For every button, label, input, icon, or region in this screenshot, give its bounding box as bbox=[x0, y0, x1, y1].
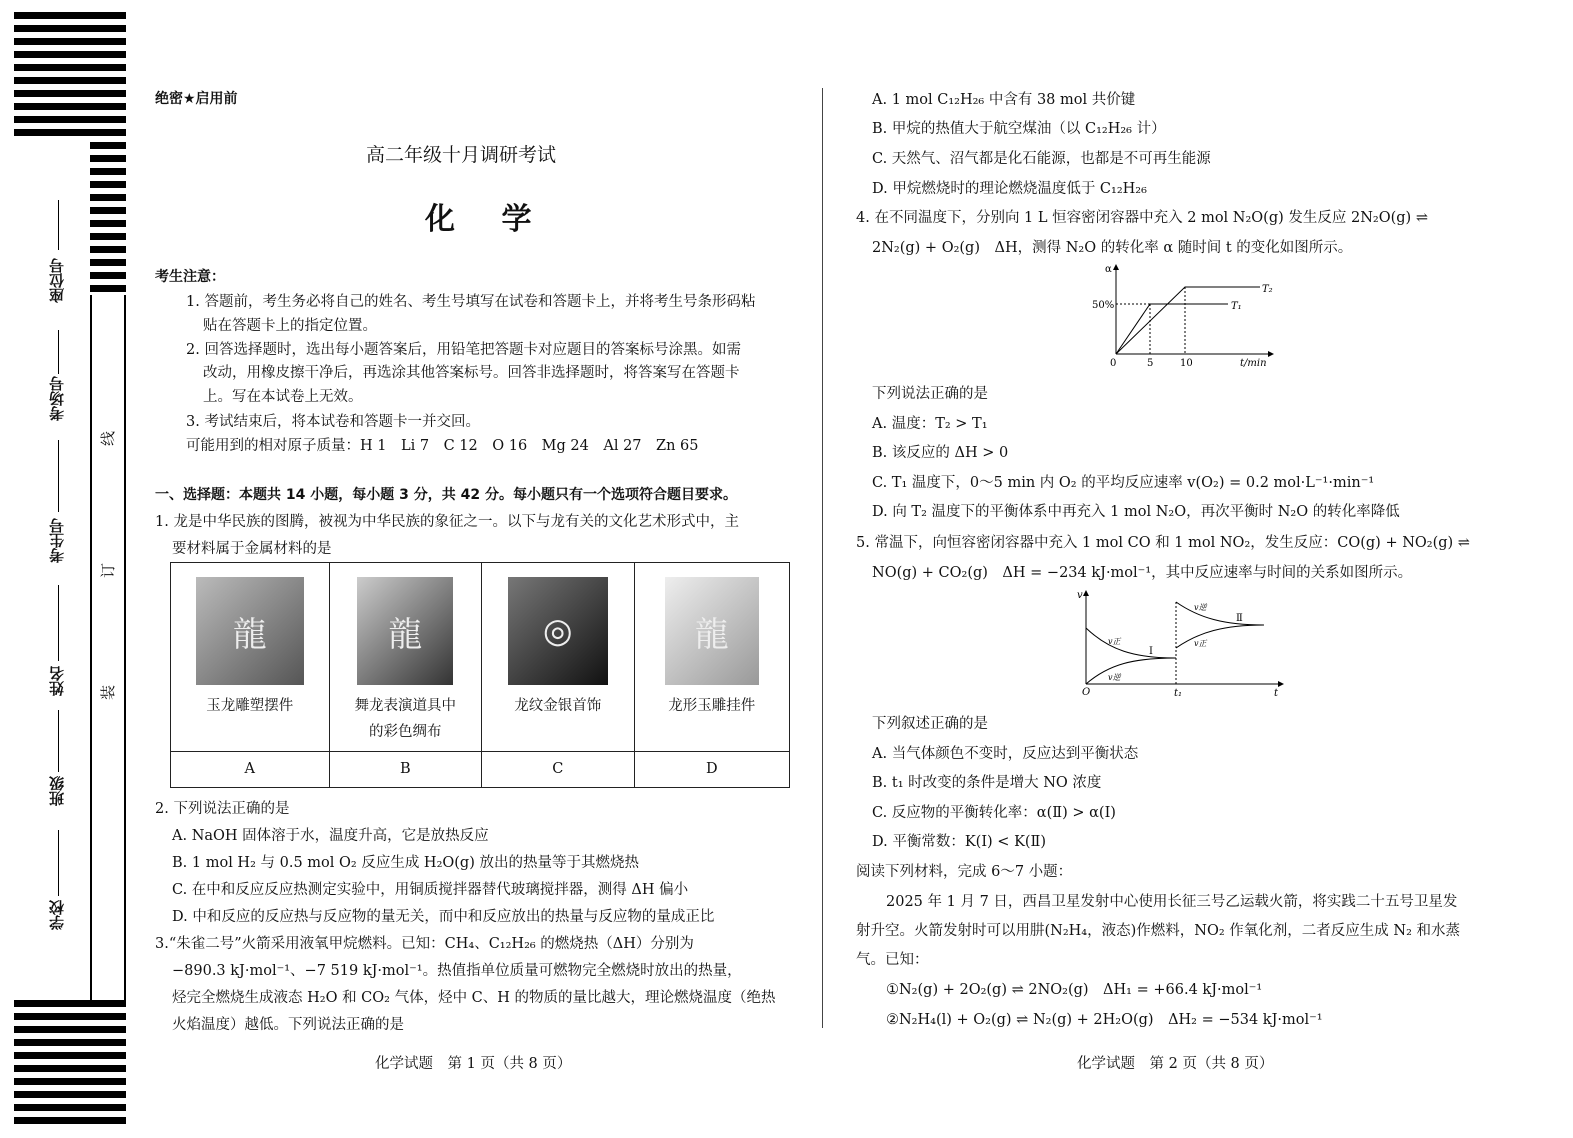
atomic-masses: 可能用到的相对原子质量：H 1 Li 7 C 12 O 16 Mg 24 Al 27 Zn 65 bbox=[186, 438, 699, 454]
q1-letter-c: C bbox=[482, 751, 635, 787]
q1-stem: 要材料属于金属材料的是 bbox=[172, 541, 332, 557]
subject-title: 化 学 bbox=[425, 202, 550, 237]
footer-page-2: 化学试题 第 2 页（共 8 页） bbox=[1077, 1056, 1274, 1072]
q2-option-a: A. NaOH 固体溶于水，温度升高，它是放热反应 bbox=[172, 828, 489, 844]
q4-y-tick: 50% bbox=[1092, 300, 1115, 311]
q4-x-arrow bbox=[1268, 351, 1274, 357]
q3-stem: 3.“朱雀二号”火箭采用液氧甲烷燃料。已知：CH₄、C₁₂H₂₆ 的燃烧热（ΔH）分别为 bbox=[155, 936, 694, 952]
q3-option-a: A. 1 mol C₁₂H₂₆ 中含有 38 mol 共价键 bbox=[872, 92, 1136, 108]
q5-v-reverse-1 bbox=[1086, 658, 1176, 684]
notice-line: 改动，用橡皮擦干净后，再选涂其他答案标号。回答非选择题时，将答案写在答题卡 bbox=[203, 365, 740, 381]
q5-label-vfwd-2: v正 bbox=[1194, 639, 1207, 648]
q3-option-d: D. 甲烷燃烧时的理论燃烧温度低于 C₁₂H₂₆ bbox=[872, 181, 1147, 197]
q5-stem: 5. 常温下，向恒容密闭容器中充入 1 mol CO 和 1 mol NO₂，发生反应：CO(g) + NO₂(g) ⇌ bbox=[856, 535, 1470, 551]
reading-paragraph: 2025 年 1 月 7 日，西昌卫星发射中心使用长征三号乙运载火箭，将实践二十五号卫星发 bbox=[886, 894, 1458, 910]
q1-caption-c: 龙纹金银首饰 bbox=[514, 698, 602, 714]
q5-option-a: A. 当气体颜色不变时，反应达到平衡状态 bbox=[872, 746, 1139, 762]
jade-dragon-image: 龍 bbox=[196, 577, 304, 685]
exam-title: 高二年级十月调研考试 bbox=[366, 144, 557, 166]
q4-curve-t1 bbox=[1116, 304, 1228, 354]
q4-option-b: B. 该反应的 ΔH > 0 bbox=[872, 445, 1009, 461]
q3-stem: 火焰温度）越低。下列说法正确的是 bbox=[172, 1017, 404, 1033]
q2-option-d: D. 中和反应的反应热与反应物的量无关，而中和反应放出的热量与反应物的量成正比 bbox=[172, 909, 715, 925]
q4-curve-t2 bbox=[1116, 287, 1260, 354]
q2-option-c: C. 在中和反应反应热测定实验中，用铜质搅拌器替代玻璃搅拌器，测得 ΔH 偏小 bbox=[172, 882, 689, 898]
q4-option-d: D. 向 T₂ 温度下的平衡体系中再充入 1 mol N₂O，再次平衡时 N₂O 的转化率降低 bbox=[872, 504, 1400, 520]
q5-t1: t₁ bbox=[1174, 688, 1183, 699]
q5-y-arrow bbox=[1083, 590, 1089, 596]
q4-option-c: C. T₁ 温度下，0～5 min 内 O₂ 的平均反应速率 v(O₂) = 0.2 mol·L⁻¹·min⁻¹ bbox=[872, 475, 1375, 491]
q4-y-arrow bbox=[1113, 264, 1119, 270]
secret-label: 绝密★启用前 bbox=[155, 91, 238, 107]
q4-stem: 4. 在不同温度下，分别向 1 L 恒容密闭容器中充入 2 mol N₂O(g) 发生反应 2N₂O(g) ⇌ bbox=[856, 210, 1428, 226]
notice-heading: 考生注意： bbox=[155, 269, 225, 285]
q5-label-vrev: v逆 bbox=[1108, 673, 1121, 682]
q1-caption-b: 舞龙表演道具中 的彩色绸布 bbox=[354, 698, 457, 740]
reading-paragraph: 气。已知： bbox=[856, 952, 929, 968]
q5-stage-2: Ⅱ bbox=[1236, 613, 1243, 624]
q5-option-b: B. t₁ 时改变的条件是增大 NO 浓度 bbox=[872, 775, 1102, 791]
q4-label-t2: T₂ bbox=[1262, 284, 1273, 295]
q2-option-b: B. 1 mol H₂ 与 0.5 mol O₂ 反应生成 H₂O(g) 放出的热量等于其燃烧热 bbox=[172, 855, 639, 871]
q5-origin: O bbox=[1082, 687, 1091, 698]
notice-line: 贴在答题卡上的指定位置。 bbox=[203, 318, 377, 334]
q4-x-tick-10: 10 bbox=[1180, 358, 1193, 369]
page-divider bbox=[822, 88, 823, 1028]
q4-graph bbox=[1088, 262, 1278, 372]
q4-option-a: A. 温度：T₂ > T₁ bbox=[872, 416, 988, 432]
notice-line: 2. 回答选择题时，选出每小题答案后，用铅笔把答题卡对应题目的答案标号涂黑。如需 bbox=[186, 342, 741, 358]
q2-stem: 2. 下列说法正确的是 bbox=[155, 801, 290, 817]
q5-y-label: v bbox=[1077, 590, 1083, 601]
q4-stem: 2N₂(g) + O₂(g) ΔH，测得 N₂O 的转化率 α 随时间 t 的变化如图所示。 bbox=[872, 240, 1353, 256]
q5-option-d: D. 平衡常数：K(Ⅰ) < K(Ⅱ) bbox=[872, 834, 1047, 850]
q5-stage-1: Ⅰ bbox=[1149, 646, 1153, 657]
q3-option-c: C. 天然气、沼气都是化石能源，也都是不可再生能源 bbox=[872, 151, 1211, 167]
q1-stem: 1. 龙是中华民族的图腾，被视为中华民族的象征之一。以下与龙有关的文化艺术形式中，主 bbox=[155, 514, 739, 530]
q1-image-table bbox=[170, 562, 790, 788]
bind-mark-line: 线 bbox=[99, 430, 118, 447]
reading-paragraph: 射升空。火箭发射时可以用肼(N₂H₄，液态)作燃料，NO₂ 作氧化剂，二者反应生成 N₂ 和水蒸 bbox=[856, 923, 1460, 939]
q1-caption-a: 玉龙雕塑摆件 bbox=[206, 698, 294, 714]
section-heading: 一、选择题：本题共 14 小题，每小题 3 分，共 42 分。每小题只有一个选项符合题目要求。 bbox=[155, 487, 737, 503]
q1-letter-b: B bbox=[329, 751, 481, 787]
bind-mark-bind: 装 bbox=[99, 684, 118, 701]
dragon-dance-image: 龍 bbox=[357, 577, 453, 685]
q5-v-forward-2 bbox=[1176, 602, 1264, 625]
q1-letter-d: D bbox=[634, 751, 789, 787]
equation-2: ②N₂H₄(l) + O₂(g) ⇌ N₂(g) + 2H₂O(g) ΔH₂ = −534 kJ·mol⁻¹ bbox=[886, 1012, 1323, 1028]
q3-stem: −890.3 kJ·mol⁻¹、−7 519 kJ·mol⁻¹。热值指单位质量可燃物完全燃烧时放出的热量， bbox=[172, 963, 742, 979]
jade-pendant-image: 龍 bbox=[665, 577, 759, 685]
q4-y-label: α bbox=[1105, 264, 1112, 275]
dragon-ring-image: ◎ bbox=[508, 577, 608, 685]
q5-label-vrev-2: v逆 bbox=[1194, 603, 1207, 612]
q5-v-reverse-2 bbox=[1176, 625, 1264, 648]
notice-line: 3. 考试结束后，将本试卷和答题卡一并交回。 bbox=[186, 414, 480, 430]
q4-x-tick-5: 5 bbox=[1147, 358, 1154, 369]
q5-question: 下列叙述正确的是 bbox=[872, 716, 988, 732]
q5-v-forward-1 bbox=[1086, 628, 1176, 658]
notice-line: 上。写在本试卷上无效。 bbox=[203, 389, 363, 405]
notice-line: 1. 答题前，考生务必将自己的姓名、考生号填写在试卷和答题卡上，并将考生号条形码粘 bbox=[186, 294, 756, 310]
q4-question: 下列说法正确的是 bbox=[872, 386, 988, 402]
q4-label-t1: T₁ bbox=[1231, 301, 1242, 312]
footer-page-1: 化学试题 第 1 页（共 8 页） bbox=[375, 1056, 572, 1072]
bind-mark-staple: 订 bbox=[99, 562, 118, 579]
q5-label-vfwd: v正 bbox=[1108, 637, 1121, 646]
q5-x-label: t bbox=[1274, 688, 1279, 699]
q3-stem: 烃完全燃烧生成液态 H₂O 和 CO₂ 气体，烃中 C、H 的物质的量比越大，理论燃烧温度（绝热 bbox=[172, 990, 776, 1006]
q4-x-tick-0: 0 bbox=[1110, 358, 1117, 369]
q3-option-b: B. 甲烷的热值大于航空煤油（以 C₁₂H₂₆ 计） bbox=[872, 121, 1166, 137]
equation-1: ①N₂(g) + 2O₂(g) ⇌ 2NO₂(g) ΔH₁ = +66.4 kJ·mol⁻¹ bbox=[886, 982, 1263, 998]
reading-intro: 阅读下列材料，完成 6～7 小题： bbox=[856, 864, 1073, 880]
q1-caption-d: 龙形玉雕挂件 bbox=[668, 698, 756, 714]
q5-option-c: C. 反应物的平衡转化率：α(Ⅱ) > α(Ⅰ) bbox=[872, 805, 1116, 821]
q4-x-label: t/min bbox=[1240, 358, 1267, 369]
q5-x-arrow bbox=[1278, 681, 1284, 687]
q5-stem: NO(g) + CO₂(g) ΔH = −234 kJ·mol⁻¹，其中反应速率与时间的关系如图所示。 bbox=[872, 565, 1413, 581]
q5-graph bbox=[1074, 588, 1288, 700]
q1-letter-a: A bbox=[171, 751, 330, 787]
